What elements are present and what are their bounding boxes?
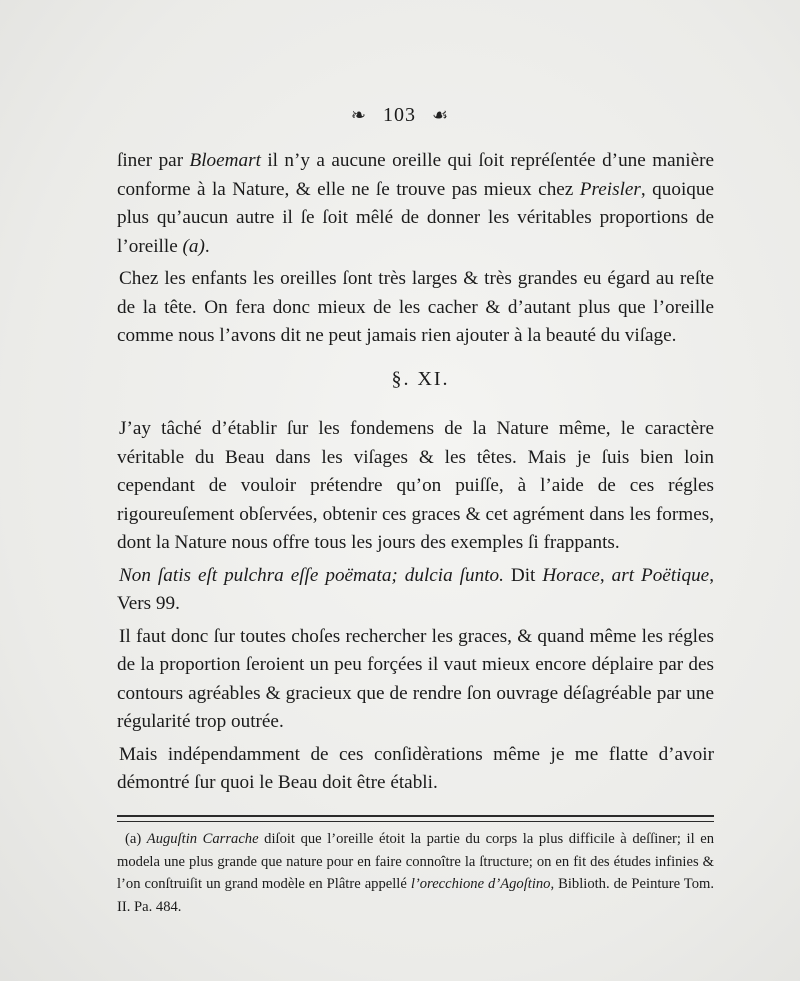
name-horace: Horace: [542, 564, 600, 586]
orecchione-title: l’orecchione d’Agoſtino: [410, 876, 551, 892]
text-run: ſiner par: [117, 150, 190, 171]
left-ornament-icon: ❧: [350, 105, 367, 125]
paragraph-continuation: [117, 147, 714, 261]
name-carrache: Auguſtin Carrache: [146, 831, 259, 847]
footnote-divider: [117, 815, 714, 822]
name-preisler: Preisler: [579, 178, 641, 200]
name-bloemart: Bloemart: [189, 150, 261, 171]
paragraph-graces: Il faut donc ſur toutes choſes rechercher les graces, & quand même les régles de la proportion ſeroient un peu forçées il vaut mieux encore déplaire par des contours agréables & gracieux que de rendre ſon ouvrage déſagréable par une régularité trop outrée.: [117, 625, 714, 732]
footnote-text: [117, 828, 714, 918]
paragraph-caractere: J’ay tâché d’établir ſur les fondemens de la Nature même, le caractère véritable du Beau dans les viſages & les têtes. Mais je ſuis bien loin cependant de vouloir prétendre qu’on puiſſe, à l’aide de ces régles rigoureuſement obſervées, obtenir ces graces & cet agrément dans les formes, dont la Nature nous offre tous les jours des exemples ſi frappants.: [117, 418, 714, 553]
right-ornament-icon: ☙: [431, 105, 450, 125]
section-heading: §. XI.: [391, 367, 450, 390]
latin-quote: Non ſatis eſt pulchra eſſe poëmata; dulcia ſunto.: [119, 564, 504, 586]
paragraph-enfants: Chez les enfants les oreilles ſont très larges & très grandes eu égard au reſte de la tête. On fera donc mieux de les cacher & d’autant plus que l’oreille comme nous l’avons dit ne peut jamais rien ajouter à la beauté du viſage.: [117, 268, 714, 346]
main-text: [117, 147, 714, 798]
paragraph-horace: [117, 562, 714, 619]
footnote: [117, 828, 714, 918]
text-run: , Vers 99.: [117, 564, 714, 614]
footnote-reference: (a): [182, 235, 205, 257]
text-run: Dit: [503, 564, 543, 586]
paragraph-conclusion: Mais indépendamment de ces conſidèrations même je me flatte d’avoir démontré ſur quoi le Beau doit être établi.: [117, 743, 714, 793]
text-run: .: [204, 235, 210, 257]
text-run: ,: [599, 564, 612, 586]
text-run: , quoique plus qu’aucun autre il ſe ſoit mêlé de donner les véritables proportions de l’oreille: [117, 178, 714, 257]
text-run: , Biblioth. de Peinture Tom. II. Pa. 484.: [117, 876, 714, 915]
page-header: [0, 104, 800, 127]
footnote-marker: (a): [125, 831, 142, 847]
text-run: il n’y a aucune oreille qui ſoit repréſentée d’une manière conforme à la Nature, & elle ne ſe trouve pas mieux chez: [117, 150, 714, 200]
page-number: 103: [382, 104, 416, 126]
text-run: diſoit que l’oreille étoit la partie du corps la plus difficile à deſſiner; il en modela une plus grande que nature pour en faire connoître la ſtructure; on en fit des études infinies & l’on conſtruiſit un grand modèle en Plâtre appellé: [117, 831, 715, 892]
work-title: art Poëtique: [611, 564, 710, 586]
